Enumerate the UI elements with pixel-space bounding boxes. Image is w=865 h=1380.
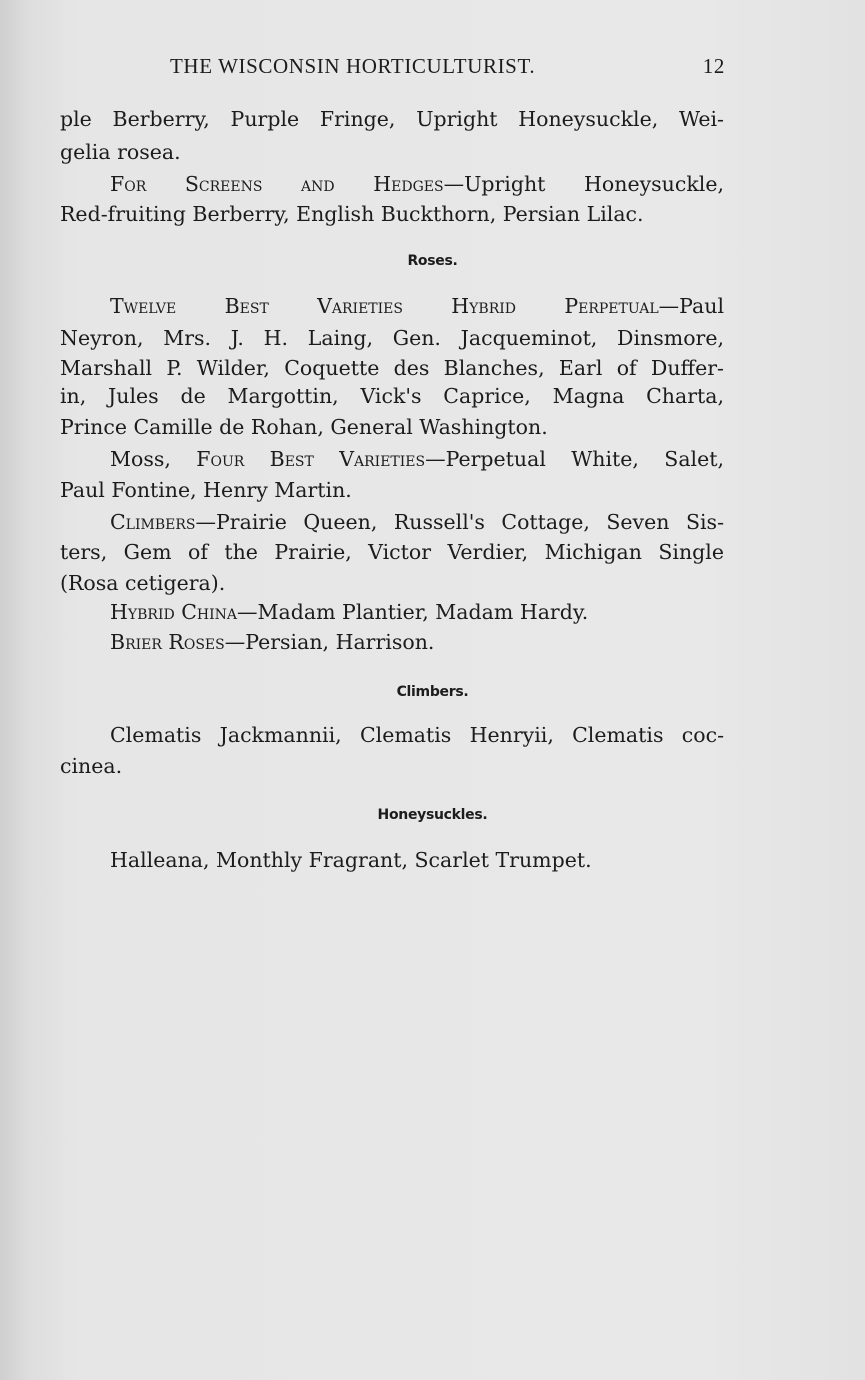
- page-number: 12: [702, 54, 725, 78]
- paragraph-line: Neyron, Mrs. J. H. Laing, Gen. Jacqueminot, Dinsmore,: [60, 326, 724, 350]
- paragraph-line: gelia rosea.: [60, 140, 181, 164]
- section-heading-honeysuckles: Honeysuckles.: [377, 807, 488, 823]
- paragraph-line: (Rosa cetigera).: [60, 571, 226, 595]
- running-header: [60, 54, 725, 86]
- section-label: Brier Roses: [110, 630, 225, 654]
- paragraph-line: Hybrid China—Madam Plantier, Madam Hardy.: [110, 600, 589, 624]
- paragraph-line: Prince Camille de Rohan, General Washington.: [60, 415, 548, 439]
- section-label: Hybrid China: [110, 600, 238, 624]
- journal-title: THE WISCONSIN HORTICULTURIST.: [170, 54, 536, 78]
- paragraph-line: in, Jules de Margottin, Vick's Caprice, Magna Charta,: [60, 384, 724, 408]
- section-heading-roses: Roses.: [407, 253, 458, 269]
- section-label: For Screens and Hedges: [110, 172, 444, 196]
- paragraph-line: Clematis Jackmannii, Clematis Henryii, Clematis coc-: [110, 723, 724, 747]
- section-label: Four Best Varieties: [196, 447, 426, 471]
- paragraph-line: Paul Fontine, Henry Martin.: [60, 478, 352, 502]
- paragraph-line: Moss, Four Best Varieties—Perpetual White, Salet,: [110, 447, 724, 471]
- section-label: Twelve Best Varieties Hybrid Perpetual: [110, 294, 659, 318]
- paragraph-line: ters, Gem of the Prairie, Victor Verdier, Michigan Single: [60, 540, 724, 564]
- paragraph-line: Marshall P. Wilder, Coquette des Blanches, Earl of Duffer-: [60, 356, 724, 380]
- section-heading-climbers: Climbers.: [396, 684, 469, 700]
- section-label: Climbers: [110, 510, 196, 534]
- paragraph-line: For Screens and Hedges—Upright Honeysuckle,: [110, 172, 724, 196]
- paragraph-line: Halleana, Monthly Fragrant, Scarlet Trumpet.: [110, 848, 592, 872]
- paragraph-line: Brier Roses—Persian, Harrison.: [110, 630, 435, 654]
- paragraph-line: Red-fruiting Berberry, English Buckthorn, Persian Lilac.: [60, 202, 644, 226]
- paragraph-line: ple Berberry, Purple Fringe, Upright Honeysuckle, Wei-: [60, 107, 724, 131]
- paragraph-line: Twelve Best Varieties Hybrid Perpetual—Paul: [110, 294, 724, 318]
- paragraph-line: cinea.: [60, 754, 123, 778]
- paragraph-line: Climbers—Prairie Queen, Russell's Cottage, Seven Sis-: [110, 510, 724, 534]
